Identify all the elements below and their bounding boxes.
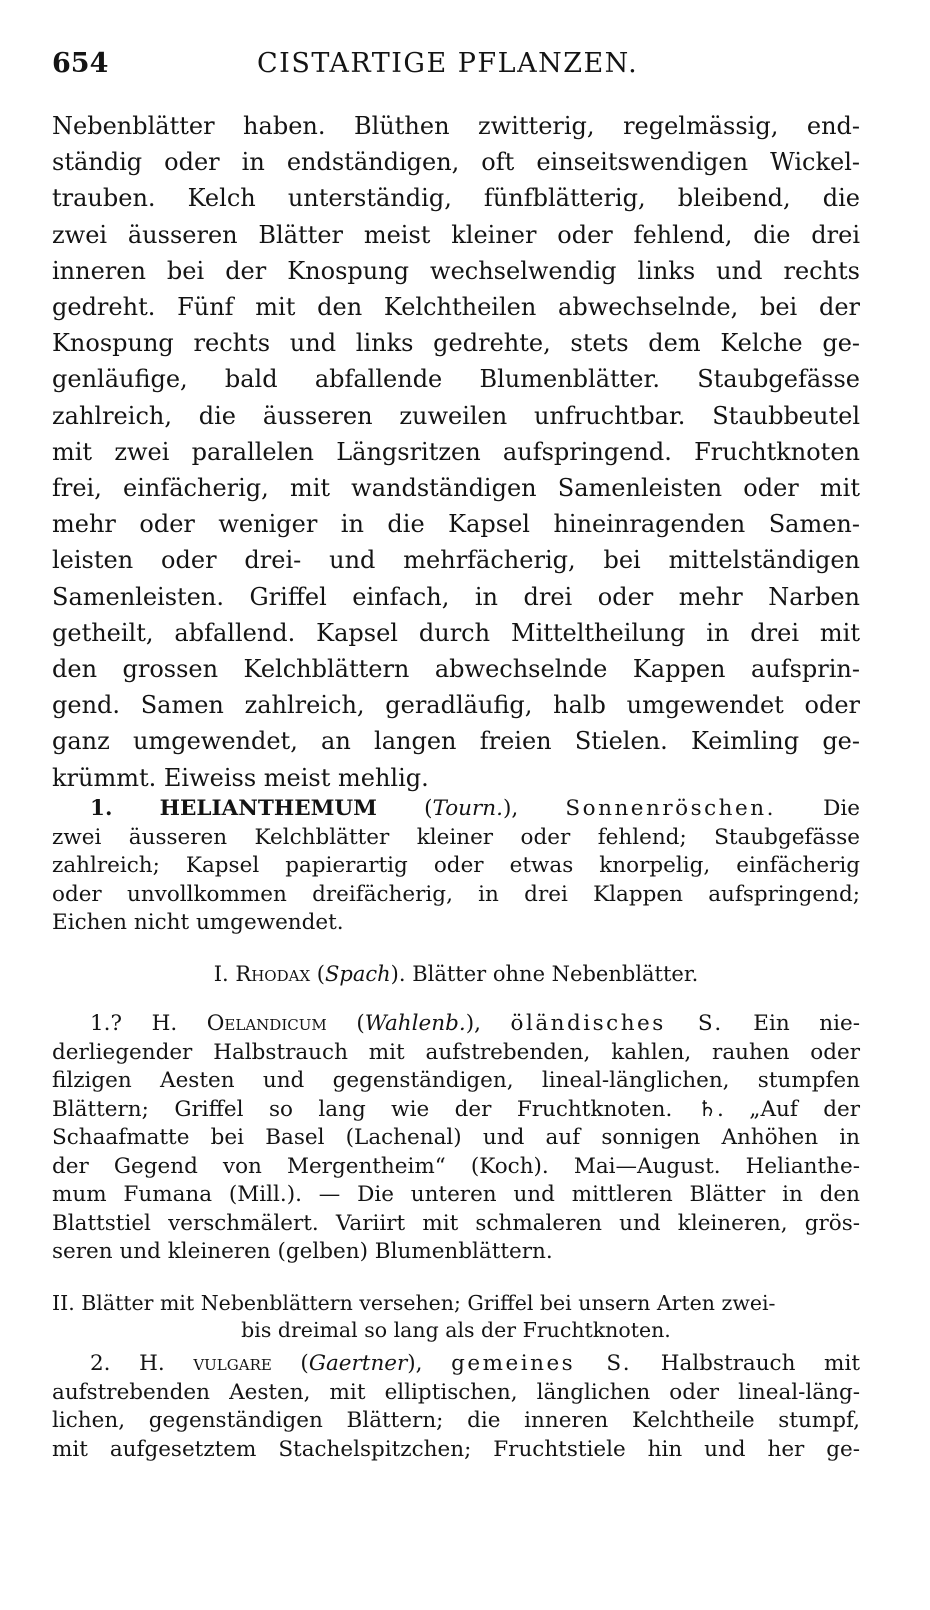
text-line: getheilt, abfallend. Kapsel durch Mitteltheilung in drei mit <box>52 618 860 647</box>
text-line: zwei äusseren Blätter meist kleiner oder fehlend, die drei <box>52 220 860 249</box>
section-line: bis dreimal so lang als der Fruchtknoten. <box>241 1318 671 1342</box>
genus-first-line-rest: Die <box>823 796 860 821</box>
text-line: der Gegend von Mergentheim“ (Koch). Mai—August. Helianthe- <box>52 1153 860 1179</box>
species-common-name: öländisches S. <box>510 1011 724 1036</box>
species-entry-1 <box>52 1010 860 1267</box>
text-line: frei, einfächerig, mit wandständigen Samenleisten oder mit <box>52 474 860 503</box>
running-title: CISTARTIGE PFLANZEN. <box>257 48 639 79</box>
text-line: Eichen nicht umgewendet. <box>52 910 344 935</box>
text-line: gend. Samen zahlreich, geradläufig, halb umgewendet oder <box>52 691 860 720</box>
section-line: II. Blätter mit Nebenblättern versehen; Griffel bei unsern Arten zwei- <box>52 1291 776 1315</box>
species-heading-line: 2. H. vulgare (Gaertner), gemeines S. Halbstrauch mit <box>90 1351 860 1376</box>
species-author: Wahlenb. <box>364 1011 466 1036</box>
species-heading-line: 1.? H. Oelandicum (Wahlenb.), öländisches S. Ein nie- <box>90 1011 860 1036</box>
text-line: mehr oder weniger in die Kapsel hineinragenden Samen- <box>52 510 860 539</box>
text-line: Schaafmatte bei Basel (Lachenal) und auf sonnigen Anhöhen in <box>52 1125 860 1150</box>
section-heading-1: I. Rhodax (Spach). Blätter ohne Nebenblätter. <box>213 962 699 986</box>
species-first-line-rest: Ein nie- <box>753 1011 860 1036</box>
text-line: derliegender Halbstrauch mit aufstrebenden, kahlen, rauhen oder <box>52 1039 860 1065</box>
text-line: Samenleisten. Griffel einfach, in drei oder mehr Narben <box>52 582 860 611</box>
text-line: zwei äusseren Kelchblätter kleiner oder fehlend; Staubgefässe <box>52 824 860 850</box>
text-line: Knospung rechts und links gedrehte, stets dem Kelche ge- <box>52 329 860 358</box>
species-entry-2 <box>52 1350 860 1464</box>
section-text: Blätter ohne Nebenblätter. <box>412 962 699 986</box>
text-line: aufstrebenden Aesten, mit elliptischen, länglichen oder lineal-läng- <box>52 1379 860 1405</box>
text-line: lichen, gegenständigen Blättern; die inneren Kelchtheile stumpf, <box>52 1408 860 1433</box>
page-number: 654 <box>52 48 109 79</box>
section-author: Spach <box>325 962 391 986</box>
text-line: genläufige, bald abfallende Blumenblätter. Staubgefässe <box>52 365 860 394</box>
text-line: mit aufgesetztem Stachelspitzchen; Fruchtstiele hin und her ge- <box>52 1436 860 1462</box>
text-line: zahlreich; Kapsel papierartig oder etwas knorpelig, einfächerig <box>52 853 860 878</box>
section-numeral: I. <box>213 962 229 986</box>
text-line: Blattstiel verschmälert. Variirt mit schmaleren und kleineren, grös- <box>52 1210 860 1236</box>
text-line: Blättern; Griffel so lang wie der Fruchtknoten. ♄. „Auf der <box>52 1096 860 1122</box>
text-line: den grossen Kelchblättern abwechselnde Kappen aufsprin- <box>52 655 860 684</box>
text-line: oder unvollkommen dreifächerig, in drei Klappen aufspringend; <box>52 881 860 907</box>
species-name: H. Oelandicum <box>151 1011 327 1036</box>
genus-name: HELIANTHEMUM <box>159 796 377 821</box>
genus-common-name: Sonnenröschen. <box>565 796 776 821</box>
species-number: 1.? <box>90 1011 123 1036</box>
species-first-line-rest: Halbstrauch mit <box>660 1351 860 1376</box>
text-line: seren und kleineren (gelben) Blumenblättern. <box>52 1239 553 1264</box>
text-line: mum Fumana (Mill.). — Die unteren und mittleren Blätter in den <box>52 1182 860 1207</box>
page-header <box>52 48 872 88</box>
genus-author: Tourn. <box>432 796 503 821</box>
text-line: filzigen Aesten und gegenständigen, lineal-länglichen, stumpfen <box>52 1068 860 1093</box>
text-line: inneren bei der Knospung wechselwendig links und rechts <box>52 256 860 285</box>
genus-entry <box>52 795 860 938</box>
text-line: leisten oder drei- und mehrfächerig, bei mittelständigen <box>52 546 860 575</box>
genus-number: 1. <box>90 796 113 821</box>
text-line: mit zwei parallelen Längsritzen aufspringend. Fruchtknoten <box>52 437 860 466</box>
text-line: zahlreich, die äusseren zuweilen unfruchtbar. Staubbeutel <box>52 401 860 430</box>
family-description <box>52 108 860 796</box>
text-line: ganz umgewendet, an langen freien Stielen. Keimling ge- <box>52 727 860 756</box>
section-name: Rhodax <box>235 962 311 986</box>
species-common-name: gemeines S. <box>451 1351 633 1376</box>
genus-heading-line: 1. HELIANTHEMUM (Tourn.), Sonnenröschen. Die <box>90 796 860 821</box>
species-number: 2. <box>90 1351 111 1376</box>
text-line: krümmt. Eiweiss meist mehlig. <box>52 763 429 792</box>
text-line: trauben. Kelch unterständig, fünfblätterig, bleibend, die <box>52 184 860 213</box>
species-author: Gaertner <box>308 1351 408 1376</box>
species-name: H. vulgare <box>139 1351 272 1376</box>
text-line: Nebenblätter haben. Blüthen zwitterig, regelmässig, end- <box>52 112 860 140</box>
section-heading-2 <box>52 1290 860 1344</box>
text-line: ständig oder in endständigen, oft einseitswendigen Wickel- <box>52 148 860 177</box>
text-line: gedreht. Fünf mit den Kelchtheilen abwechselnde, bei der <box>52 293 860 322</box>
